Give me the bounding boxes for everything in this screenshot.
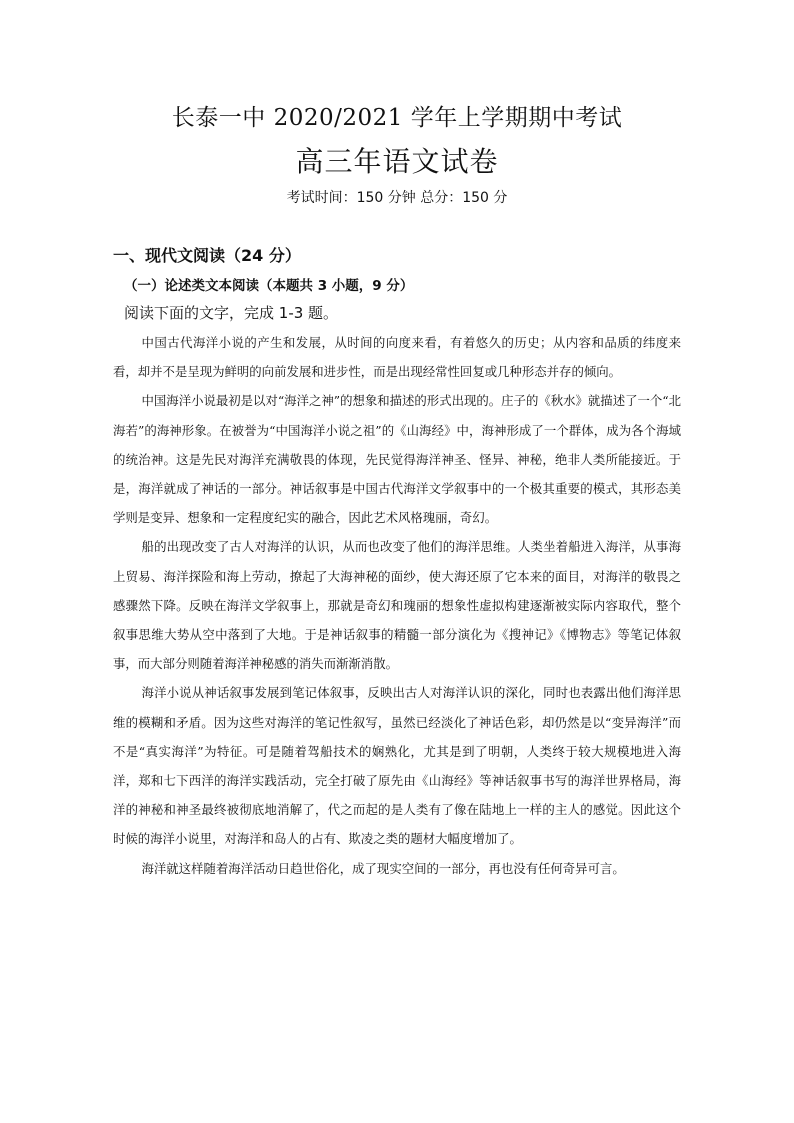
passage-paragraph: 海洋小说从神话叙事发展到笔记体叙事，反映出古人对海洋认识的深化，同时也表露出他们海洋思维的模糊和矛盾。因为这些对海洋的笔记性叙写，虽然已经淡化了神话色彩，却仍然是以“变异海洋”而不是“真实海洋”为特征。可是随着驾船技术的娴熟化，尤其是到了明朝，人类终于较大规模地进入海洋，郑和七下西洋的海洋实践活动，完全打破了原先由《山海经》等神话叙事书写的海洋世界格局，海洋的神秘和神圣最终被彻底地消解了，代之而起的是人类有了像在陆地上一样的主人的感觉。因此这个时候的海洋小说里，对海洋和岛人的占有、欺凌之类的题材大幅度增加了。: [113, 685, 681, 847]
reading-passage: [113, 328, 681, 883]
exam-title: 长泰一中 2020/2021 学年上学期期中考试: [171, 105, 623, 131]
sub-section-heading: （一）论述类文本阅读（本题共 3 小题，9 分）: [124, 278, 414, 294]
exam-subtitle: 高三年语文试卷: [295, 145, 499, 178]
reading-instruction: 阅读下面的文字，完成 1-3 题。: [124, 304, 339, 322]
exam-info: 考试时间：150 分钟 总分：150 分: [286, 190, 508, 206]
passage-paragraph: 海洋就这样随着海洋活动日趋世俗化，成了现实空间的一部分，再也没有任何奇异可言。: [141, 860, 625, 876]
passage-paragraph: 中国海洋小说最初是以对“海洋之神”的想象和描述的形式出现的。庄子的《秋水》就描述了一个“北海若”的海神形象。在被誉为“中国海洋小说之祖”的《山海经》中，海神形成了一个群体，成为各个海域的统治神。这是先民对海洋充满敬畏的体现，先民觉得海洋神圣、怪异、神秘，绝非人类所能接近。于是，海洋就成了神话的一部分。神话叙事是中国古代海洋文学叙事中的一个极其重要的模式，其形态美学则是变异、想象和一定程度纪实的融合，因此艺术风格瑰丽，奇幻。: [113, 393, 681, 526]
passage-paragraph: 中国古代海洋小说的产生和发展，从时间的向度来看，有着悠久的历史；从内容和品质的纬度来看，却并不是呈现为鲜明的向前发展和进步性，而是出现经常性回复或几种形态并存的倾向。: [113, 335, 681, 380]
section-heading: 一、现代文阅读（24 分）: [113, 246, 301, 265]
passage-paragraph: 船的出现改变了古人对海洋的认识，从而也改变了他们的海洋思维。人类坐着船进入海洋，从事海上贸易、海洋探险和海上劳动，撩起了大海神秘的面纱，使大海还原了它本来的面目，对海洋的敬畏之感骤然下降。反映在海洋文学叙事上，那就是奇幻和瑰丽的想象性虚拟构建逐渐被实际内容取代，整个叙事思维大势从空中落到了大地。于是神话叙事的精髓一部分演化为《搜神记》《博物志》等笔记体叙事，而大部分则随着海洋神秘感的消失而渐渐消散。: [113, 539, 681, 672]
